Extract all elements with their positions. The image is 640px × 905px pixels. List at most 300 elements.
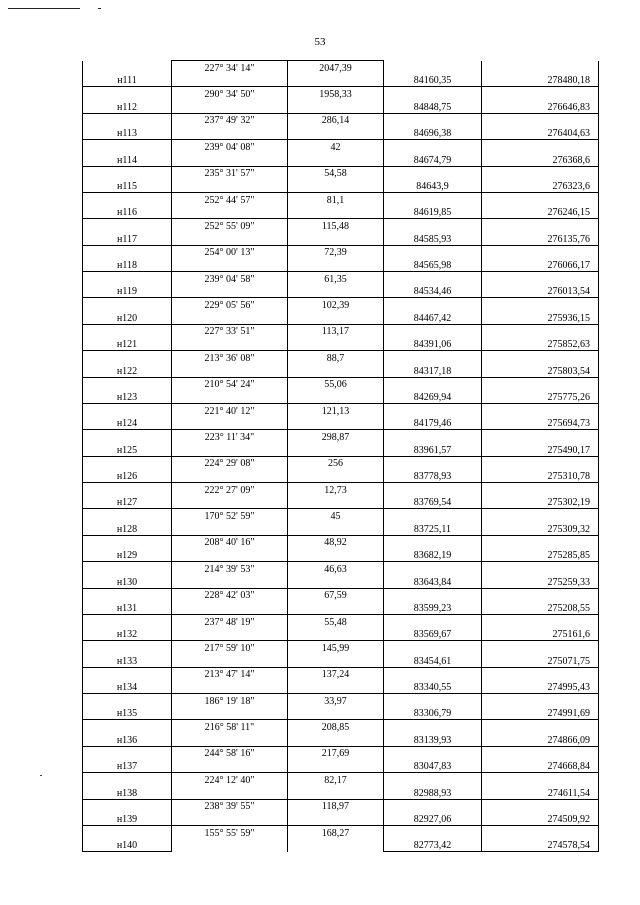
bearing-cell	[172, 628, 288, 641]
x-coordinate-cell	[384, 166, 482, 179]
bearing-cell	[172, 337, 288, 350]
distance-cell	[288, 654, 384, 667]
distance-cell	[288, 759, 384, 772]
point-row	[83, 100, 599, 113]
bearing-cell: 224° 29' 08"	[172, 456, 288, 469]
y-coordinate-cell: 276323,6	[482, 179, 599, 192]
bearing-cell	[172, 759, 288, 772]
x-coordinate-cell	[384, 588, 482, 601]
margin-mark	[40, 775, 42, 776]
bearing-cell	[172, 522, 288, 535]
x-coordinate-cell: 84317,18	[384, 364, 482, 377]
distance-cell	[288, 469, 384, 482]
bearing-cell	[172, 126, 288, 139]
distance-cell	[288, 153, 384, 166]
distance-cell: 61,35	[288, 272, 384, 285]
bearing-cell: 208° 40' 16"	[172, 535, 288, 548]
point-id-cell: н136	[83, 733, 172, 746]
point-id-cell: н135	[83, 707, 172, 720]
y-coordinate-cell: 275936,15	[482, 311, 599, 324]
y-coordinate-cell	[482, 614, 599, 627]
y-coordinate-cell	[482, 351, 599, 364]
point-id-cell: н121	[83, 337, 172, 350]
y-coordinate-cell	[482, 166, 599, 179]
point-id-cell	[83, 61, 172, 74]
bearing-cell	[172, 548, 288, 561]
y-coordinate-cell	[482, 272, 599, 285]
point-id-cell: н129	[83, 548, 172, 561]
distance-cell: 298,87	[288, 430, 384, 443]
point-id-cell	[83, 192, 172, 205]
bearing-cell	[172, 443, 288, 456]
point-row	[83, 364, 599, 377]
segment-row	[83, 746, 599, 759]
distance-cell	[288, 601, 384, 614]
point-row	[83, 232, 599, 245]
x-coordinate-cell	[384, 113, 482, 126]
distance-cell	[288, 417, 384, 430]
segment-row	[83, 377, 599, 390]
point-row	[83, 469, 599, 482]
segment-row	[83, 324, 599, 337]
point-row	[83, 496, 599, 509]
y-coordinate-cell	[482, 219, 599, 232]
y-coordinate-cell: 278480,18	[482, 74, 599, 87]
y-coordinate-cell	[482, 720, 599, 733]
distance-cell	[288, 126, 384, 139]
x-coordinate-cell: 84179,46	[384, 417, 482, 430]
x-coordinate-cell	[384, 641, 482, 654]
y-coordinate-cell: 276404,63	[482, 126, 599, 139]
bearing-cell: 214° 39' 53"	[172, 562, 288, 575]
x-coordinate-cell: 83047,83	[384, 759, 482, 772]
bearing-cell: 186° 19' 18"	[172, 694, 288, 707]
point-id-cell: н114	[83, 153, 172, 166]
point-row	[83, 680, 599, 693]
bearing-cell: 244° 58' 16"	[172, 746, 288, 759]
point-row	[83, 733, 599, 746]
point-id-cell: н117	[83, 232, 172, 245]
scan-mark	[8, 8, 80, 9]
point-id-cell: н115	[83, 179, 172, 192]
distance-cell	[288, 812, 384, 825]
y-coordinate-cell: 276013,54	[482, 285, 599, 298]
y-coordinate-cell: 276646,83	[482, 100, 599, 113]
segment-row	[83, 272, 599, 285]
distance-cell	[288, 628, 384, 641]
point-id-cell: н126	[83, 469, 172, 482]
y-coordinate-cell: 275803,54	[482, 364, 599, 377]
y-coordinate-cell	[482, 667, 599, 680]
distance-cell	[288, 839, 384, 852]
segment-row	[83, 456, 599, 469]
bearing-cell: 227° 34' 14"	[172, 61, 288, 74]
x-coordinate-cell	[384, 720, 482, 733]
bearing-cell	[172, 153, 288, 166]
y-coordinate-cell	[482, 377, 599, 390]
distance-cell	[288, 443, 384, 456]
x-coordinate-cell	[384, 746, 482, 759]
x-coordinate-cell: 84619,85	[384, 206, 482, 219]
x-coordinate-cell: 84643,9	[384, 179, 482, 192]
bearing-cell: 235° 31' 57"	[172, 166, 288, 179]
bearing-cell	[172, 364, 288, 377]
bearing-cell: 210° 54' 24"	[172, 377, 288, 390]
distance-cell	[288, 311, 384, 324]
point-id-cell: н134	[83, 680, 172, 693]
point-id-cell	[83, 245, 172, 258]
y-coordinate-cell: 274668,84	[482, 759, 599, 772]
y-coordinate-cell	[482, 535, 599, 548]
coordinates-table-body	[83, 61, 599, 852]
point-id-cell	[83, 87, 172, 100]
x-coordinate-cell	[384, 456, 482, 469]
y-coordinate-cell	[482, 403, 599, 416]
segment-row	[83, 588, 599, 601]
x-coordinate-cell	[384, 219, 482, 232]
y-coordinate-cell	[482, 140, 599, 153]
x-coordinate-cell: 83454,61	[384, 654, 482, 667]
segment-row	[83, 298, 599, 311]
segment-row	[83, 61, 599, 74]
x-coordinate-cell: 82927,06	[384, 812, 482, 825]
x-coordinate-cell	[384, 562, 482, 575]
x-coordinate-cell	[384, 430, 482, 443]
y-coordinate-cell: 275309,32	[482, 522, 599, 535]
point-id-cell	[83, 113, 172, 126]
bearing-cell: 252° 44' 57"	[172, 192, 288, 205]
bearing-cell	[172, 232, 288, 245]
distance-cell: 42	[288, 140, 384, 153]
y-coordinate-cell	[482, 113, 599, 126]
segment-row	[83, 430, 599, 443]
x-coordinate-cell	[384, 667, 482, 680]
y-coordinate-cell	[482, 87, 599, 100]
x-coordinate-cell	[384, 61, 482, 74]
point-id-cell	[83, 351, 172, 364]
point-id-cell	[83, 166, 172, 179]
point-id-cell	[83, 799, 172, 812]
point-id-cell: н113	[83, 126, 172, 139]
bearing-cell: 290° 34' 50"	[172, 87, 288, 100]
distance-cell	[288, 285, 384, 298]
x-coordinate-cell: 84585,93	[384, 232, 482, 245]
y-coordinate-cell	[482, 509, 599, 522]
x-coordinate-cell: 83769,54	[384, 496, 482, 509]
x-coordinate-cell: 83569,67	[384, 628, 482, 641]
y-coordinate-cell: 274611,54	[482, 786, 599, 799]
distance-cell	[288, 680, 384, 693]
point-row	[83, 839, 599, 852]
point-id-cell	[83, 377, 172, 390]
point-id-cell	[83, 298, 172, 311]
y-coordinate-cell: 276246,15	[482, 206, 599, 219]
segment-row	[83, 641, 599, 654]
bearing-cell	[172, 680, 288, 693]
point-id-cell	[83, 825, 172, 838]
point-id-cell: н118	[83, 258, 172, 271]
point-id-cell: н123	[83, 390, 172, 403]
segment-row	[83, 614, 599, 627]
segment-row	[83, 166, 599, 179]
distance-cell: 72,39	[288, 245, 384, 258]
x-coordinate-cell: 83643,84	[384, 575, 482, 588]
y-coordinate-cell: 276368,6	[482, 153, 599, 166]
distance-cell: 55,48	[288, 614, 384, 627]
x-coordinate-cell: 83599,23	[384, 601, 482, 614]
point-id-cell: н112	[83, 100, 172, 113]
x-coordinate-cell	[384, 87, 482, 100]
distance-cell: 82,17	[288, 773, 384, 786]
y-coordinate-cell	[482, 324, 599, 337]
distance-cell: 33,97	[288, 694, 384, 707]
bearing-cell	[172, 285, 288, 298]
bearing-cell	[172, 601, 288, 614]
bearing-cell	[172, 707, 288, 720]
point-row	[83, 628, 599, 641]
x-coordinate-cell	[384, 298, 482, 311]
point-id-cell: н133	[83, 654, 172, 667]
bearing-cell	[172, 786, 288, 799]
point-row	[83, 548, 599, 561]
point-id-cell: н138	[83, 786, 172, 799]
point-id-cell: н116	[83, 206, 172, 219]
segment-row	[83, 87, 599, 100]
x-coordinate-cell: 84674,79	[384, 153, 482, 166]
bearing-cell: 217° 59' 10"	[172, 641, 288, 654]
bearing-cell	[172, 469, 288, 482]
point-id-cell: н119	[83, 285, 172, 298]
point-id-cell	[83, 667, 172, 680]
x-coordinate-cell	[384, 825, 482, 838]
y-coordinate-cell: 275310,78	[482, 469, 599, 482]
bearing-cell: 254° 00' 13"	[172, 245, 288, 258]
distance-cell: 208,85	[288, 720, 384, 733]
segment-row	[83, 483, 599, 496]
x-coordinate-cell: 84696,38	[384, 126, 482, 139]
distance-cell	[288, 74, 384, 87]
distance-cell: 115,48	[288, 219, 384, 232]
y-coordinate-cell	[482, 562, 599, 575]
y-coordinate-cell	[482, 641, 599, 654]
point-row	[83, 285, 599, 298]
bearing-cell: 213° 47' 14"	[172, 667, 288, 680]
distance-cell: 46,63	[288, 562, 384, 575]
point-id-cell	[83, 720, 172, 733]
x-coordinate-cell	[384, 351, 482, 364]
x-coordinate-cell: 84848,75	[384, 100, 482, 113]
point-row	[83, 390, 599, 403]
point-row	[83, 601, 599, 614]
distance-cell: 217,69	[288, 746, 384, 759]
distance-cell: 88,7	[288, 351, 384, 364]
bearing-cell	[172, 839, 288, 852]
distance-cell: 67,59	[288, 588, 384, 601]
y-coordinate-cell: 275852,63	[482, 337, 599, 350]
distance-cell	[288, 575, 384, 588]
segment-row	[83, 667, 599, 680]
point-id-cell	[83, 694, 172, 707]
point-row	[83, 707, 599, 720]
point-id-cell	[83, 509, 172, 522]
x-coordinate-cell: 83139,93	[384, 733, 482, 746]
bearing-cell: 223° 11' 34"	[172, 430, 288, 443]
y-coordinate-cell	[482, 694, 599, 707]
bearing-cell	[172, 100, 288, 113]
point-id-cell	[83, 140, 172, 153]
x-coordinate-cell	[384, 192, 482, 205]
x-coordinate-cell	[384, 614, 482, 627]
x-coordinate-cell	[384, 535, 482, 548]
bearing-cell: 237° 48' 19"	[172, 614, 288, 627]
bearing-cell	[172, 417, 288, 430]
y-coordinate-cell: 275071,75	[482, 654, 599, 667]
distance-cell: 2047,39	[288, 61, 384, 74]
bearing-cell: 252° 55' 09"	[172, 219, 288, 232]
x-coordinate-cell: 84565,98	[384, 258, 482, 271]
point-row	[83, 522, 599, 535]
x-coordinate-cell: 84269,94	[384, 390, 482, 403]
y-coordinate-cell	[482, 825, 599, 838]
page-number: 53	[314, 36, 326, 48]
point-id-cell	[83, 430, 172, 443]
bearing-cell: 238° 39' 55"	[172, 799, 288, 812]
bearing-cell: 170° 52' 59"	[172, 509, 288, 522]
x-coordinate-cell	[384, 245, 482, 258]
point-row	[83, 443, 599, 456]
bearing-cell: 239° 04' 58"	[172, 272, 288, 285]
scan-mark	[98, 8, 101, 9]
distance-cell: 145,99	[288, 641, 384, 654]
distance-cell	[288, 786, 384, 799]
bearing-cell	[172, 390, 288, 403]
segment-row	[83, 192, 599, 205]
y-coordinate-cell: 274509,92	[482, 812, 599, 825]
point-id-cell	[83, 272, 172, 285]
bearing-cell: 227° 33' 51"	[172, 324, 288, 337]
distance-cell	[288, 390, 384, 403]
bearing-cell: 155° 55' 59"	[172, 825, 288, 838]
segment-row	[83, 509, 599, 522]
point-id-cell: н140	[83, 839, 172, 852]
bearing-cell	[172, 311, 288, 324]
x-coordinate-cell: 84160,35	[384, 74, 482, 87]
bearing-cell	[172, 812, 288, 825]
segment-row	[83, 799, 599, 812]
distance-cell: 121,13	[288, 403, 384, 416]
bearing-cell	[172, 575, 288, 588]
distance-cell	[288, 337, 384, 350]
y-coordinate-cell	[482, 456, 599, 469]
y-coordinate-cell: 275259,33	[482, 575, 599, 588]
point-id-cell	[83, 773, 172, 786]
point-row	[83, 258, 599, 271]
y-coordinate-cell	[482, 746, 599, 759]
bearing-cell	[172, 496, 288, 509]
bearing-cell	[172, 258, 288, 271]
bearing-cell: 229° 05' 56"	[172, 298, 288, 311]
bearing-cell	[172, 74, 288, 87]
y-coordinate-cell: 275285,85	[482, 548, 599, 561]
x-coordinate-cell	[384, 694, 482, 707]
point-id-cell	[83, 641, 172, 654]
distance-cell: 1958,33	[288, 87, 384, 100]
point-id-cell	[83, 562, 172, 575]
point-id-cell	[83, 219, 172, 232]
bearing-cell: 222° 27' 09"	[172, 483, 288, 496]
x-coordinate-cell: 83306,79	[384, 707, 482, 720]
x-coordinate-cell	[384, 509, 482, 522]
y-coordinate-cell: 275302,19	[482, 496, 599, 509]
segment-row	[83, 403, 599, 416]
x-coordinate-cell: 82773,42	[384, 839, 482, 852]
bearing-cell: 224° 12' 40"	[172, 773, 288, 786]
point-id-cell: н111	[83, 74, 172, 87]
x-coordinate-cell: 83682,19	[384, 548, 482, 561]
point-id-cell: н122	[83, 364, 172, 377]
x-coordinate-cell	[384, 483, 482, 496]
x-coordinate-cell	[384, 324, 482, 337]
distance-cell: 45	[288, 509, 384, 522]
distance-cell	[288, 707, 384, 720]
distance-cell: 137,24	[288, 667, 384, 680]
distance-cell	[288, 364, 384, 377]
x-coordinate-cell: 83340,55	[384, 680, 482, 693]
y-coordinate-cell: 274991,69	[482, 707, 599, 720]
distance-cell: 168,27	[288, 825, 384, 838]
distance-cell	[288, 496, 384, 509]
point-row	[83, 759, 599, 772]
distance-cell	[288, 733, 384, 746]
bearing-cell: 221° 40' 12"	[172, 403, 288, 416]
point-row	[83, 786, 599, 799]
point-id-cell: н131	[83, 601, 172, 614]
point-row	[83, 206, 599, 219]
point-row	[83, 311, 599, 324]
segment-row	[83, 825, 599, 838]
distance-cell: 54,58	[288, 166, 384, 179]
y-coordinate-cell	[482, 61, 599, 74]
bearing-cell: 239° 04' 08"	[172, 140, 288, 153]
segment-row	[83, 219, 599, 232]
bearing-cell	[172, 654, 288, 667]
point-row	[83, 153, 599, 166]
distance-cell: 256	[288, 456, 384, 469]
point-id-cell: н139	[83, 812, 172, 825]
point-id-cell: н125	[83, 443, 172, 456]
point-id-cell	[83, 614, 172, 627]
x-coordinate-cell: 82988,93	[384, 786, 482, 799]
point-id-cell	[83, 483, 172, 496]
bearing-cell: 228° 42' 03"	[172, 588, 288, 601]
bearing-cell: 237° 49' 32"	[172, 113, 288, 126]
bearing-cell	[172, 179, 288, 192]
y-coordinate-cell	[482, 799, 599, 812]
x-coordinate-cell: 83961,57	[384, 443, 482, 456]
x-coordinate-cell	[384, 773, 482, 786]
distance-cell: 81,1	[288, 192, 384, 205]
y-coordinate-cell	[482, 773, 599, 786]
point-id-cell: н128	[83, 522, 172, 535]
distance-cell: 48,92	[288, 535, 384, 548]
distance-cell	[288, 100, 384, 113]
point-id-cell	[83, 588, 172, 601]
point-row	[83, 179, 599, 192]
point-id-cell	[83, 746, 172, 759]
bearing-cell	[172, 733, 288, 746]
point-id-cell	[83, 456, 172, 469]
segment-row	[83, 113, 599, 126]
